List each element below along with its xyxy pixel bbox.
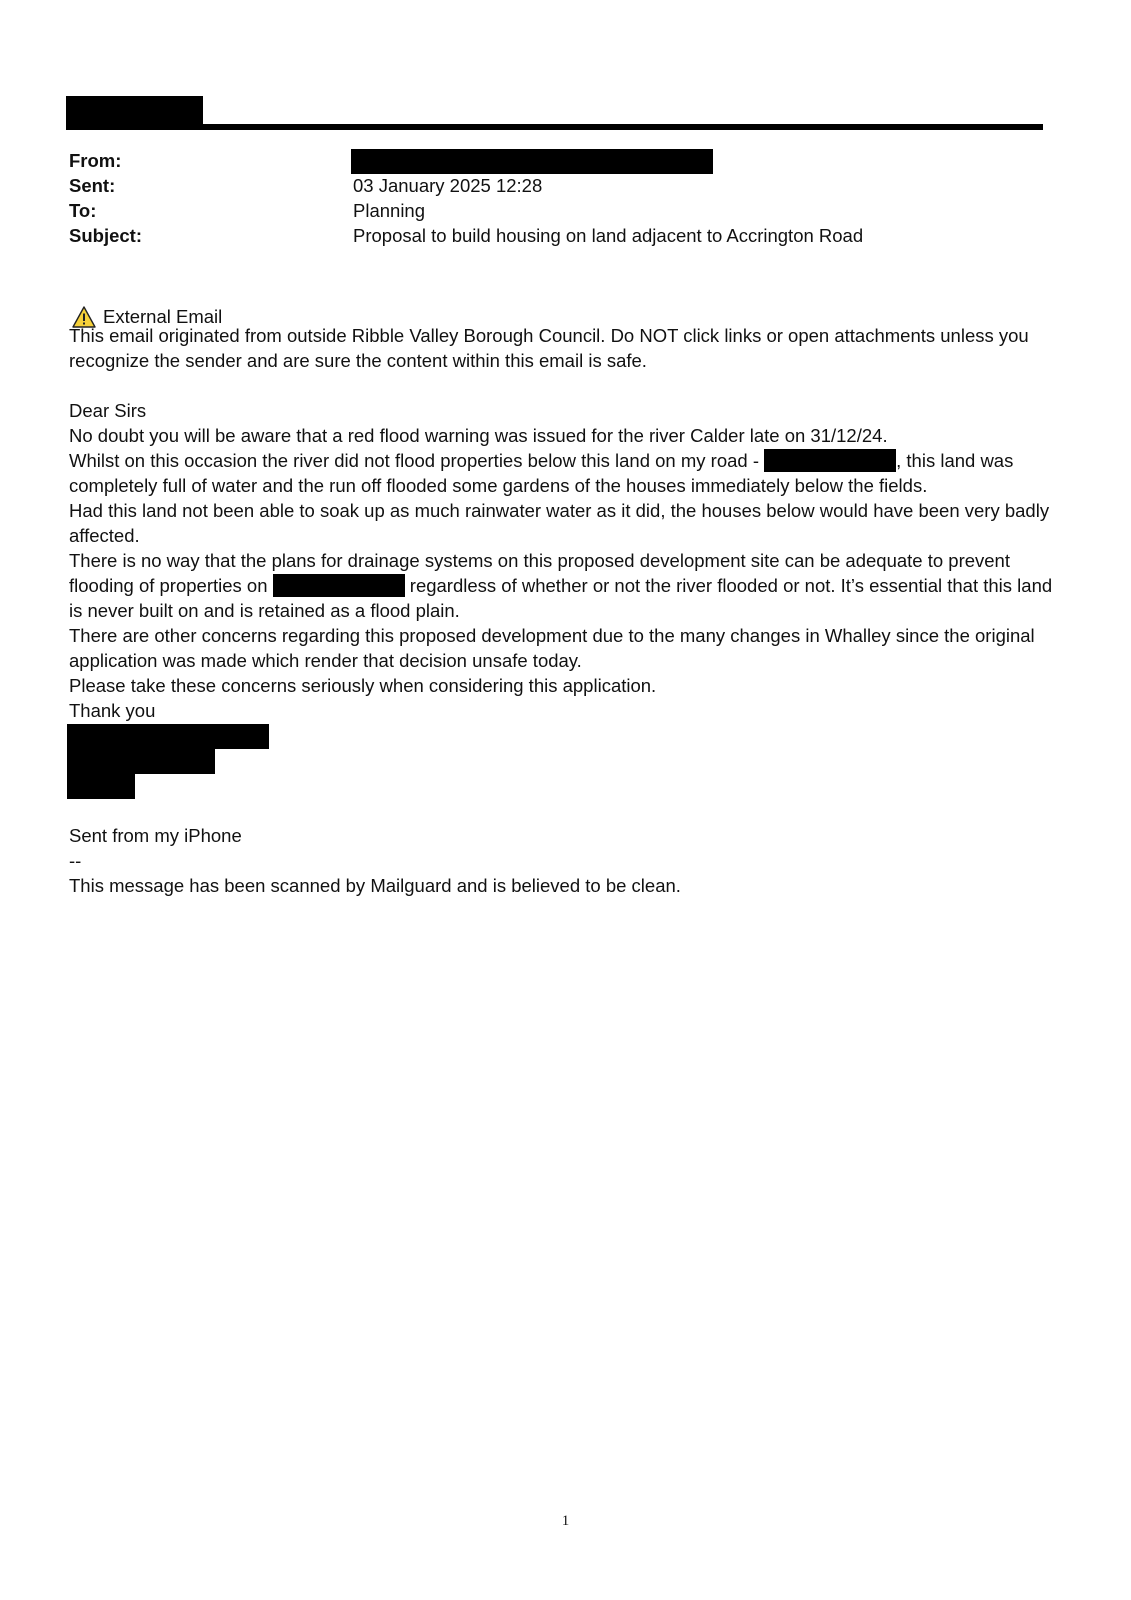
sent-from-line: Sent from my iPhone [69, 825, 242, 846]
body-paragraph-5: There are other concerns regarding this proposed development due to the many changes in Whalley since the original application was made which render that decision unsafe today. [69, 625, 1035, 671]
from-redaction [351, 149, 713, 174]
body-paragraph-4-start: There is no way that the plans for drainage systems on this proposed development site can be adequate to prevent flooding of properties on [69, 550, 1010, 596]
external-email-title: External Email [103, 306, 223, 327]
to-label: To: [69, 200, 97, 221]
body-paragraph-3: Had this land not been able to soak up as much rainwater water as it did, the houses below would have been very badly affected. [69, 500, 1050, 546]
from-label: From: [69, 150, 122, 171]
body-paragraph-4-end: regardless of whether or not the river flooded or not. It’s essential that this land is never built on and is retained as a flood plain. [69, 575, 1053, 621]
sent-value: 03 January 2025 12:28 [353, 175, 543, 196]
message-footer [69, 823, 1059, 898]
road-name-redaction [764, 449, 896, 472]
body-paragraph-4 [69, 548, 1059, 623]
body-paragraph-6: Please take these concerns seriously when considering this application. [69, 675, 657, 696]
external-email-notice [69, 323, 1059, 373]
greeting: Dear Sirs [69, 400, 147, 421]
subject-value: Proposal to build housing on land adjacent to Accrington Road [353, 225, 864, 246]
signature-redaction-1 [67, 724, 269, 749]
sent-label: Sent: [69, 175, 116, 196]
body-paragraph-2-start: Whilst on this occasion the river did not flood properties below this land on my road - [69, 450, 765, 471]
body-line-1: No doubt you will be aware that a red flood warning was issued for the river Calder late on 31/12/24. [69, 425, 888, 446]
page-number: 1 [561, 1513, 570, 1529]
external-email-text: This email originated from outside Ribble Valley Borough Council. Do NOT click links or open attachments unless you recognize the sender and are sure the content within this email is safe. [69, 325, 1029, 371]
body-paragraph-2 [69, 448, 1059, 498]
subject-label: Subject: [69, 225, 142, 246]
signature-separator: -- [69, 850, 82, 871]
message-body [69, 398, 1059, 723]
body-paragraph-2-end: , this land was completely full of water and the run off flooded some gardens of the houses immediately below the fields. [69, 450, 1014, 496]
signature-redaction-3 [67, 774, 135, 799]
signature-redaction-2 [67, 749, 215, 774]
header-rule [66, 124, 1043, 130]
street-name-redaction [273, 574, 405, 597]
scan-notice: This message has been scanned by Mailguard and is believed to be clean. [69, 875, 681, 896]
closing: Thank you [69, 700, 156, 721]
to-value: Planning [353, 200, 426, 221]
